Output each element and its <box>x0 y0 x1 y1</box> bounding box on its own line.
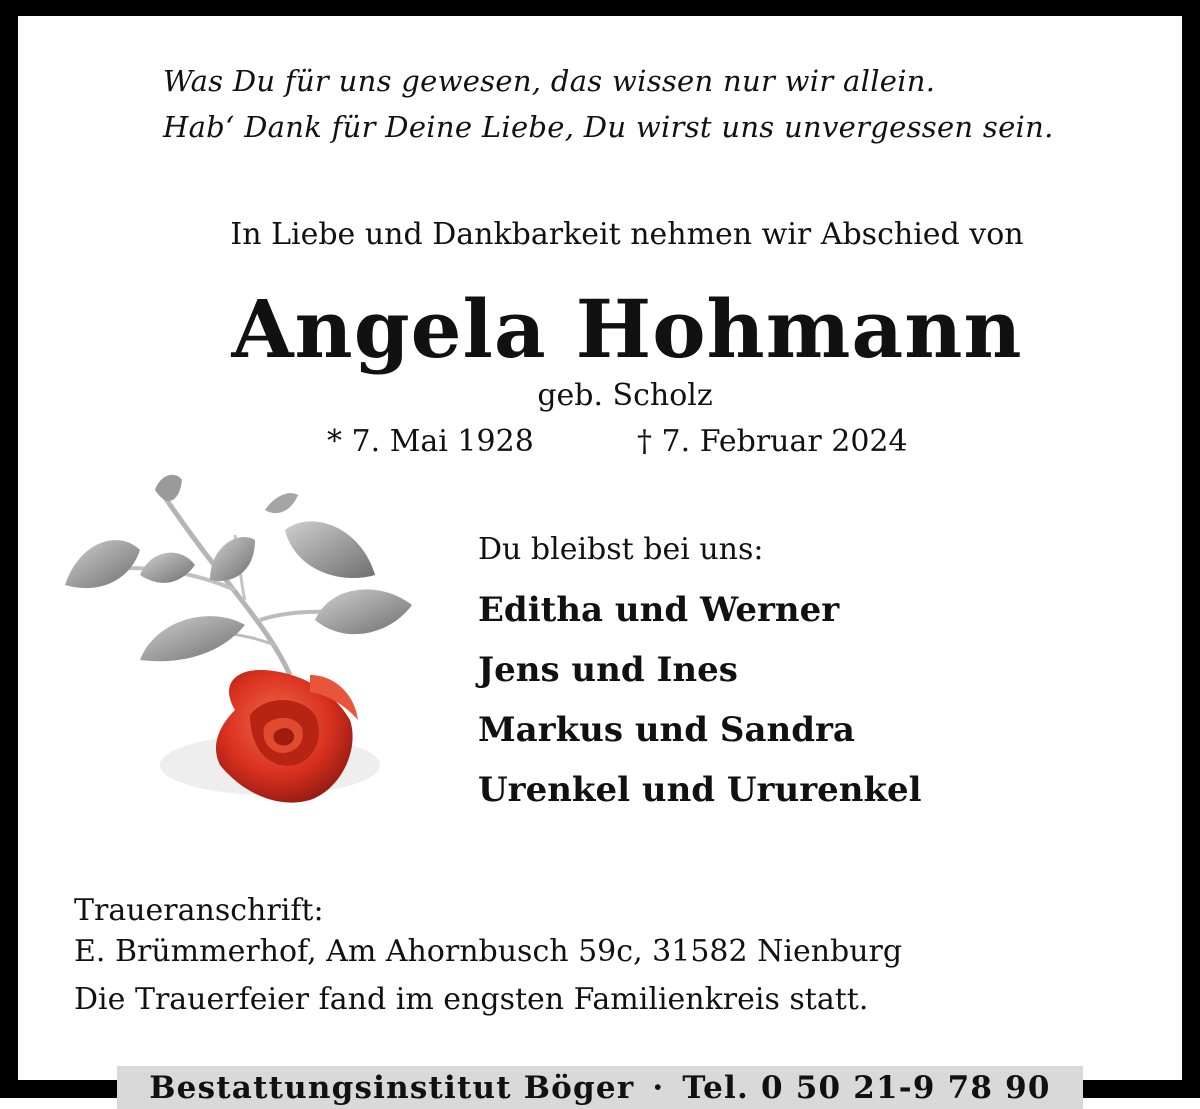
red-rose-icon <box>60 470 430 820</box>
mourners-label: Du bleibst bei uns: <box>478 532 764 567</box>
mourner-name: Editha und Werner <box>478 590 840 630</box>
maiden-name: geb. Scholz <box>537 378 713 413</box>
birth-date: * 7. Mai 1928 <box>327 424 534 459</box>
footer-separator: · <box>652 1069 665 1106</box>
deceased-name: Angela Hohmann <box>231 282 1023 376</box>
address-label: Traueranschrift: <box>74 893 324 928</box>
death-date: † 7. Februar 2024 <box>637 424 908 459</box>
mourner-name: Urenkel und Ururenkel <box>478 770 922 810</box>
funeral-home-name: Bestattungsinstitut Böger <box>149 1069 635 1106</box>
funeral-home-footer <box>117 1066 1083 1109</box>
memorial-verse <box>163 58 1054 150</box>
farewell-intro: In Liebe und Dankbarkeit nehmen wir Abschied von <box>230 217 1024 252</box>
funeral-home-phone: Tel. 0 50 21-9 78 90 <box>682 1069 1051 1106</box>
verse-line-1: Was Du für uns gewesen, das wissen nur wir allein. <box>163 64 936 98</box>
mourners-list <box>478 586 922 826</box>
mourner-name: Jens und Ines <box>478 650 738 690</box>
verse-line-2: Hab‘ Dank für Deine Liebe, Du wirst uns unvergessen sein. <box>163 110 1054 144</box>
mourning-address <box>74 890 902 972</box>
address-value: E. Brümmerhof, Am Ahornbusch 59c, 31582 Nienburg <box>74 934 903 969</box>
ceremony-note: Die Trauerfeier fand im engsten Familienkreis statt. <box>74 982 869 1017</box>
mourner-name: Markus und Sandra <box>478 710 855 750</box>
